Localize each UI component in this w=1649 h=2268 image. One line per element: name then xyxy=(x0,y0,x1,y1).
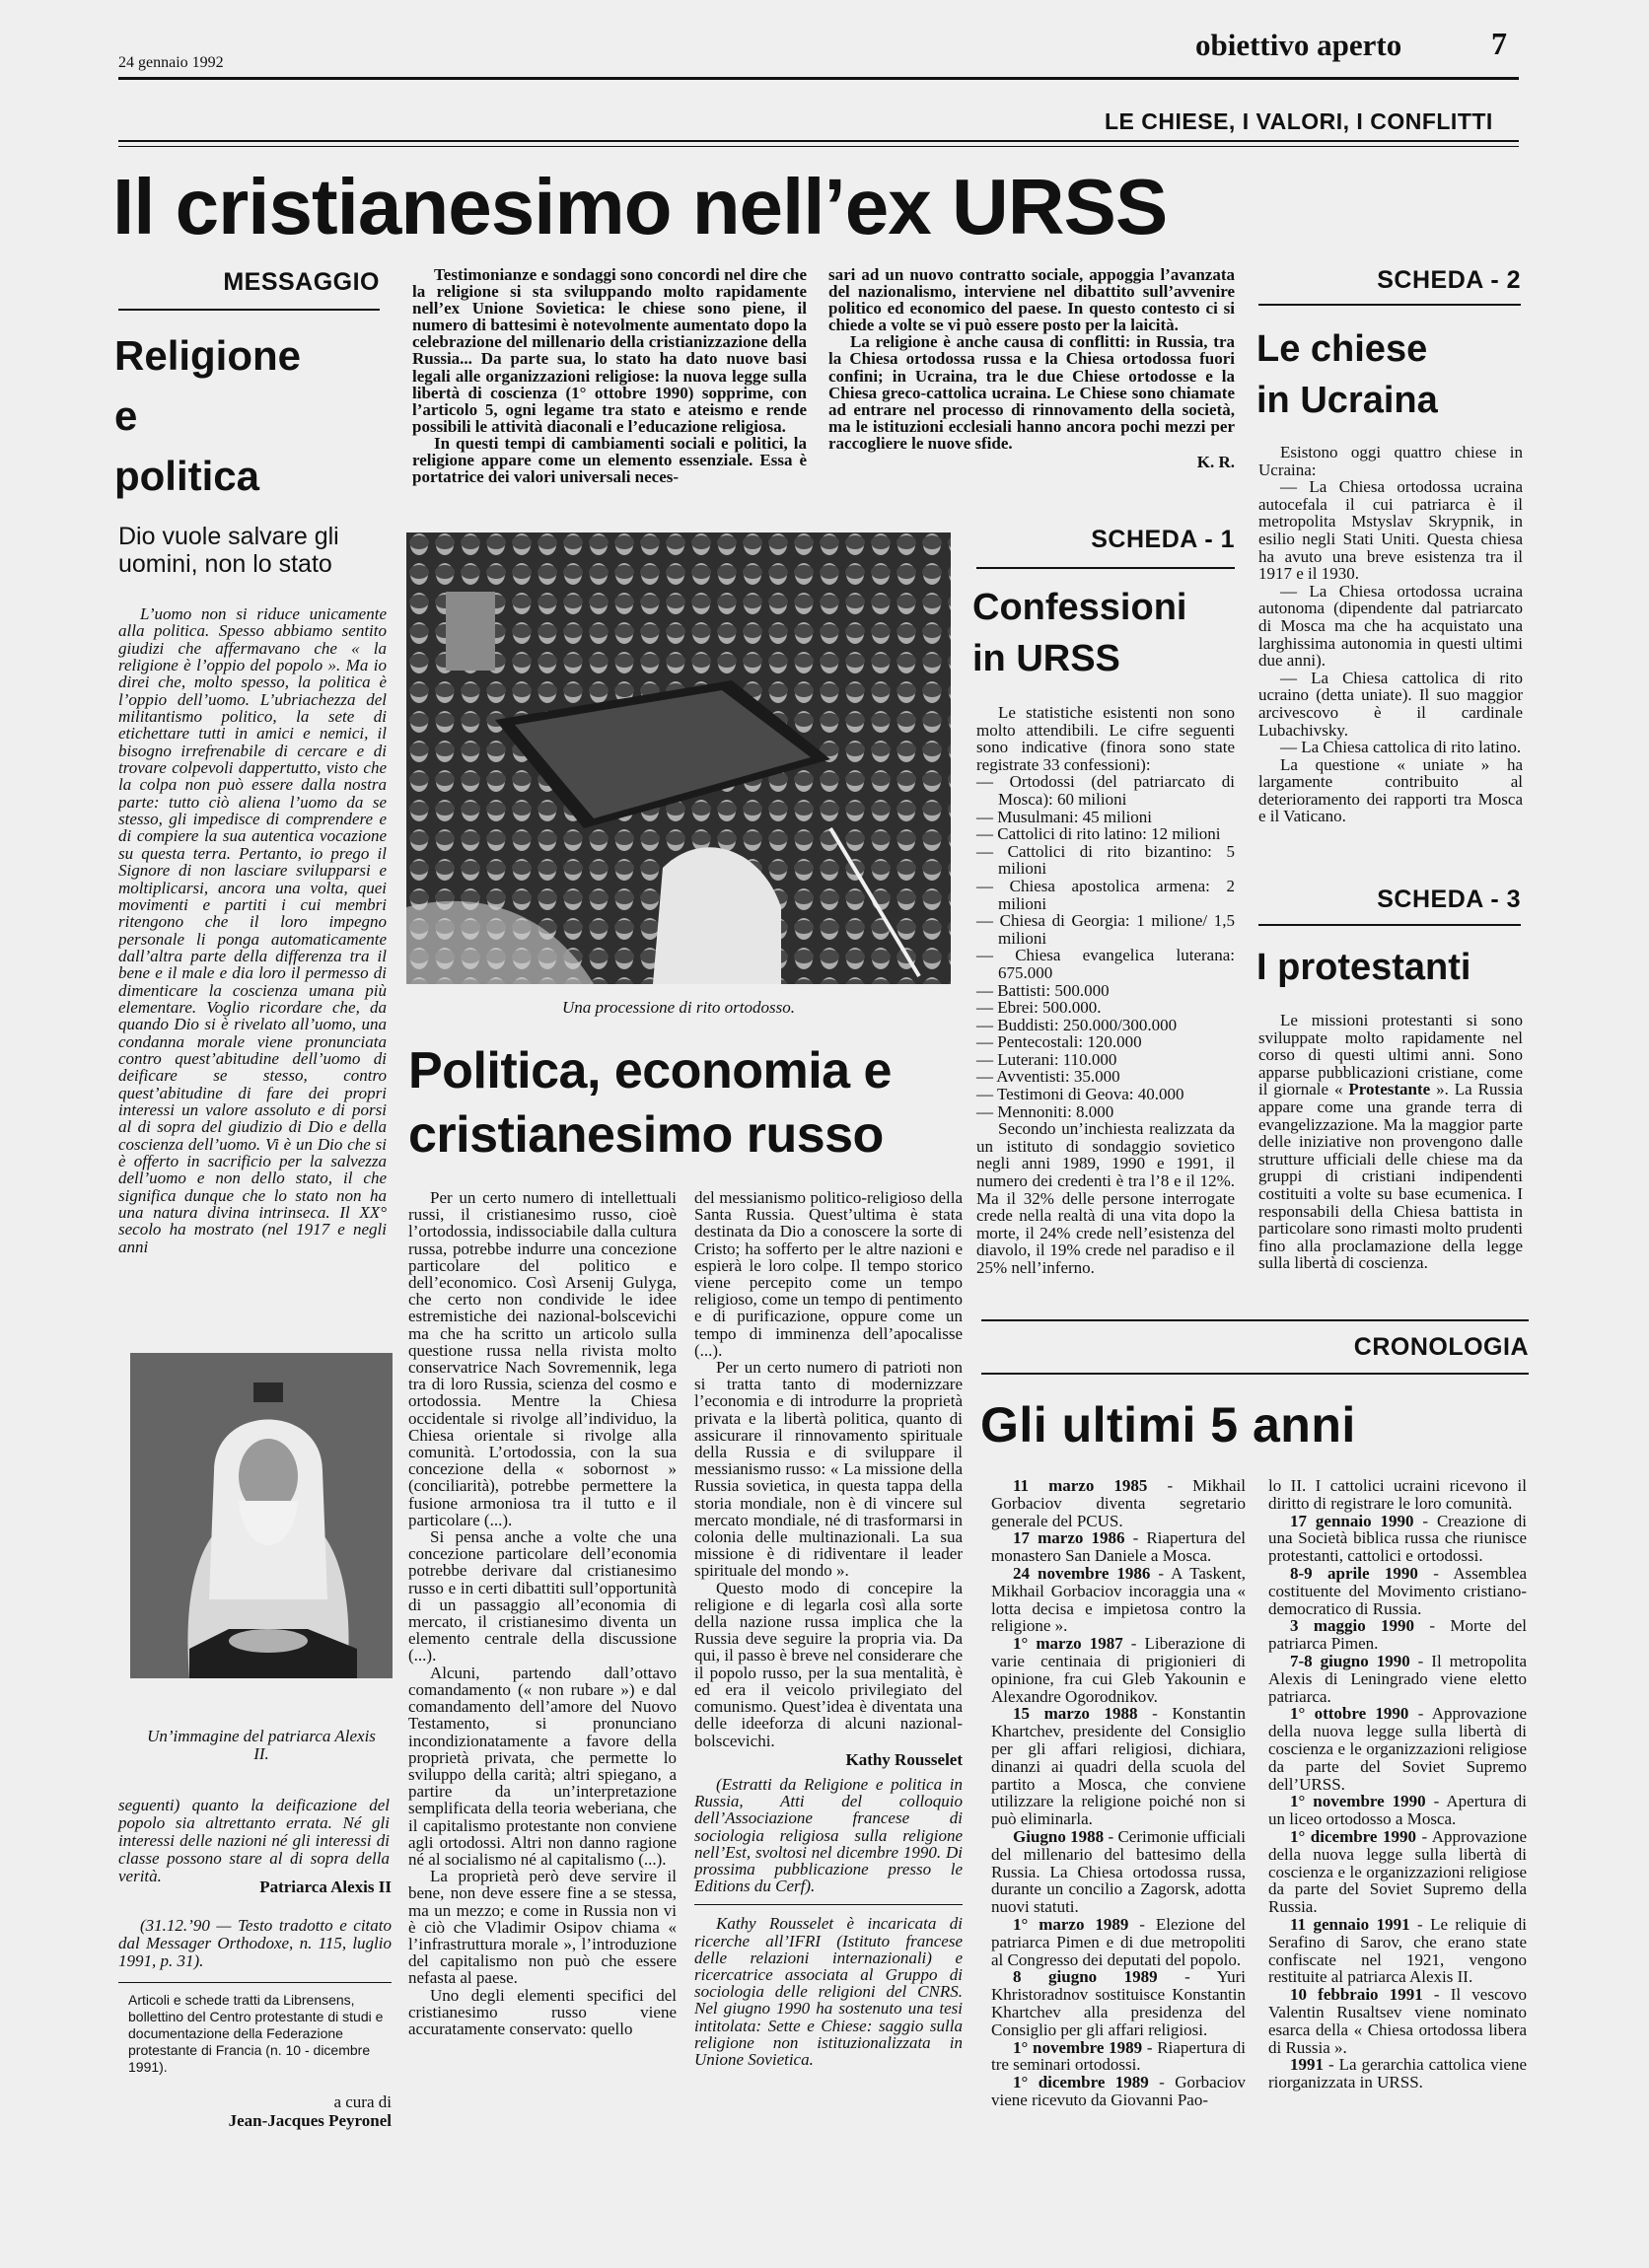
cronologia-entry xyxy=(1268,1793,1527,1828)
scheda2-body xyxy=(1258,444,1523,825)
scheda1-item: — Testimoni di Geova: 40.000 xyxy=(976,1085,1184,1104)
scheda1-item: — Luterani: 110.000 xyxy=(976,1049,1117,1069)
cronologia-date: 1° dicembre 1989 xyxy=(1013,2073,1149,2092)
messaggio-source xyxy=(118,1917,392,1970)
messaggio-text xyxy=(118,605,387,1315)
cronologia-entry xyxy=(1268,1653,1527,1705)
article-col-1 xyxy=(408,1189,677,2037)
article-col-2-p3: Questo modo di concepire la religione e di legarla così alla sorte della nazione russa implica che la Russia deve seguire la propria via. Da qui, il passo è breve nel considerare che il popolo russo, per la sua mentalità, è ed era il veicolo privilegiato del comunismo. Quest’idea è diventata una delle ideeforza di alcuni nazional-bolscevichi. xyxy=(694,1578,963,1750)
cronologia-text: - Il metropolita Alexis di Leningrado viene eletto patriarca. xyxy=(1268,1651,1528,1706)
cronologia-kicker-rule xyxy=(981,1373,1529,1375)
scheda2-outro: La questione « uniate » ha largamente contribuito al deterioramento dei rapporti tra Mosca e il Vaticano. xyxy=(1258,754,1523,826)
cronologia-text: - Creazione di una Società biblica russa che riunisce protestanti, cattolici e ortodossi. xyxy=(1268,1511,1527,1566)
cronologia-date: 1991 xyxy=(1290,2055,1324,2075)
scheda1-item: — Cattolici di rito bizantino: 5 milioni xyxy=(976,841,1235,879)
messaggio-rule xyxy=(118,309,380,311)
intro-col-2 xyxy=(828,266,1235,470)
cronologia-entry xyxy=(991,1916,1246,1968)
cronologia-date: 1° dicembre 1990 xyxy=(1290,1826,1416,1846)
article-bio: Kathy Rousselet è incaricata di ricerche all’IFRI (Istituto francese delle relazioni internazionali) e ricercatrice associata al Gruppo di sociologia delle religioni del CNRS. Nel giugno 1990 ha sostenuto una tesi intitolata: Sette e Chiese: saggio sulla religione non istituzionalizzata in Unione Sovietica. xyxy=(694,1914,963,2069)
scheda3-text-a: Le missioni protestanti si sono sviluppate molto rapidamente nel corso di questi ultimi anni. Sono apparse pubblicazioni cristiane, come il giornale « xyxy=(1258,1011,1523,1099)
scheda1-item: — Mennoniti: 8.000 xyxy=(976,1101,1114,1121)
article-col-1-p3: Alcuni, partendo dall’ottavo comandamento (« non rubare ») e dal comandamento dell’amore del Nuovo Testamento, si pronunciano incondizionatamente a favore della proprietà privata, che permette lo sviluppo della carità; altri spiegano, a partire da un’interpretazione semplificata della teoria weberiana, che il capitalismo protestante non conviene agli ortodossi. Altri non danno ragione né al socialismo né al capitalismo (...). xyxy=(408,1663,677,1869)
procession-illustration xyxy=(406,532,951,984)
messaggio-subtitle: Dio vuole salvare gli uomini, non lo stato xyxy=(118,523,339,578)
intro-initials: K. R. xyxy=(1196,453,1235,472)
cronologia-text: - Riapertura di tre seminari ortodossi. xyxy=(991,2037,1246,2075)
cronologia-date: 8-9 aprile 1990 xyxy=(1290,1563,1418,1583)
scheda1-kicker: SCHEDA - 1 xyxy=(1091,526,1235,553)
scheda1-item: — Chiesa evangelica luterana: 675.000 xyxy=(976,946,1235,982)
cronologia-col-1 xyxy=(991,1477,1246,2109)
scheda1-item: — Pentecostali: 120.000 xyxy=(976,1032,1142,1052)
subsection-rule-2 xyxy=(118,146,1519,147)
cronologia-entry xyxy=(1268,2056,1527,2091)
article-col-1-p4: La proprietà però deve servire il bene, non deve essere fine a se stessa, ma un mezzo; e come in Russia non vi è ciò che Vladimir Osipov chiama « l’infrastruttura morale », l’introduzione del capitalismo non può che essere nefasta al paese. xyxy=(408,1867,677,1988)
curator-prefix: a cura di xyxy=(333,2092,392,2111)
scheda3-kicker: SCHEDA - 3 xyxy=(1377,886,1521,913)
cronologia-date: 8 giugno 1989 xyxy=(1013,1967,1158,1987)
scheda1-item: — Musulmani: 45 milioni xyxy=(976,807,1153,826)
patriarch-illustration xyxy=(130,1353,393,1678)
scheda1-item: — Cattolici di rito latino: 12 milioni xyxy=(976,824,1221,844)
article-col-2-p2: Per un certo numero di patrioti non si tratta tanto di modernizzare l’economia e di introdurre la proprietà privata e la libertà politica, quanto di assicurare il rinnovamento spirituale della Russia e di sviluppare il messianismo russo: « La missione della Russia sovietica, in questa tappa della storia mondiale, non è di vincere sul mercato mondiale, né di trasformarsi in colonia delle multinazionali. La sua missione è di ridiventare il leader spirituale del mondo ». xyxy=(694,1358,963,1581)
cronologia-date: 17 marzo 1986 xyxy=(1013,1528,1125,1548)
intro-col-1-p1: Testimonianze e sondaggi sono concordi nel dire che la religione si sta sviluppando molto rapidamente nell’ex Unione Sovietica: le chiese sono piene, il numero di battesimi è notevolmente aumentato dopo la celebrazione del millenario della cristianizzazione della Russia... Da parte sua, lo stato ha dato nuove basi legali alle organizzazioni religiose: la nuova legge sulla libertà di coscienza (1° ottobre 1990) sopprime, con l’articolo 5, ogni legame tra stato e ateismo e rende possibili le attività diaconali e l’educazione religiosa. xyxy=(412,265,807,436)
scheda1-item: — Chiesa apostolica armena: 2 milioni xyxy=(976,876,1235,913)
cronologia-text: lo II. I cattolici ucraini ricevono il diritto di registrare le loro comunità. xyxy=(1268,1476,1527,1513)
intro-col-1 xyxy=(412,266,807,485)
cronologia-date: 1° marzo 1989 xyxy=(1013,1914,1129,1934)
cronologia-date: Giugno 1988 xyxy=(1013,1826,1105,1846)
messaggio-title xyxy=(114,325,301,506)
cronologia-entry xyxy=(991,1635,1246,1705)
cronologia-date: 11 marzo 1985 xyxy=(1013,1476,1148,1495)
subsection-rule-1 xyxy=(118,140,1519,142)
main-title: Il cristianesimo nell’ex URSS xyxy=(112,163,1168,250)
cronologia-date: 1° novembre 1990 xyxy=(1290,1792,1426,1811)
procession-caption: Una processione di rito ortodosso. xyxy=(562,998,795,1017)
scheda1-body xyxy=(976,704,1235,1277)
scheda2-item: — La Chiesa ortodossa ucraina autonoma (dipendente dal patriarcato di Mosca ma che ha acquistato una larghissima autonomia in questi ultimi due anni). xyxy=(1258,581,1523,671)
scheda3-text-b: ». La Russia appare come una grande terra di evangelizzazione. Ma la maggior parte delle iniziative non provengono dalle strutture ufficiali delle chiese ma da gruppi di cristiani indipendenti costituiti a volte su base ecumenica. I responsabili della Chiesa battista in particolare sono rimasti molto prudenti fino alla proclamazione della legge sulla libertà di coscienza. xyxy=(1258,1080,1523,1273)
messaggio-signature: Patriarca Alexis II xyxy=(259,1878,392,1896)
cronologia-text: - Assemblea costituente del Movimento cristiano-democratico di Russia. xyxy=(1268,1563,1527,1618)
scheda3-rule xyxy=(1258,924,1521,926)
article-title xyxy=(408,1039,892,1168)
issue-date: 24 gennaio 1992 xyxy=(118,54,224,71)
cronologia-text: - La gerarchia cattolica viene riorganizzata in URSS. xyxy=(1268,2055,1527,2092)
scheda1-item: — Chiesa di Georgia: 1 milione/ 1,5 milioni xyxy=(976,911,1235,948)
cronologia-entry xyxy=(991,2039,1246,2075)
article-col-1-p5: Uno degli elementi specifici del cristianesimo russo viene accuratamente conservato: quello xyxy=(408,1985,677,2038)
messaggio-kicker: MESSAGGIO xyxy=(223,268,380,296)
scheda2-item: — La Chiesa cattolica di rito latino. xyxy=(1280,738,1522,757)
scheda2-item: — La Chiesa ortodossa ucraina autocefala il cui patriarca è il metropolita Mstyslav Skrypnik, in esilio negli Stati Uniti. Questa chiesa ha avuto una breve esistenza tra il 1917 e il 1930. xyxy=(1258,477,1523,584)
cronologia-entry xyxy=(991,2074,1246,2109)
cronologia-text: - Konstantin Khartchev, presidente del Consiglio per gli affari religiosi, dichiara, dinanzi ai quadri della scuola del partito a Mosca, che conviene utilizzare la religione poiché non si può eliminarla. xyxy=(991,1704,1246,1829)
messaggio-title-line-3: politica xyxy=(114,453,260,499)
scheda1-item: — Ortodossi (del patriarcato di Mosca): 60 milioni xyxy=(976,772,1235,809)
cronologia-entry xyxy=(991,1968,1246,2038)
cronologia-entry xyxy=(1268,1705,1527,1793)
scheda1-item: — Battisti: 500.000 xyxy=(976,980,1110,1000)
cronologia-date: 1° ottobre 1990 xyxy=(1290,1704,1409,1724)
cronologia-date: 17 gennaio 1990 xyxy=(1290,1511,1414,1530)
cronologia-date: 11 gennaio 1991 xyxy=(1290,1914,1410,1934)
scheda1-outro: Secondo un’inchiesta realizzata da un istituto di sondaggio sovietico negli anni 1989, 1990 e 1991, il numero dei credenti è tra l’8 e il 12%. Ma il 32% delle persone interrogate crede nella realtà di una vita dopo la morte, il 24% crede nell’esistenza del diavolo, il 19% crede nel paradiso e il 25% nell’inferno. xyxy=(976,1119,1235,1277)
article-bio-rule xyxy=(694,1904,963,1905)
cronologia-text: - Liberazione di varie centinaia di prigionieri di opinione, fra cui Gleb Yakounin e Alexandre Ogorodnikov. xyxy=(991,1634,1246,1706)
messaggio-title-line-1: Religione xyxy=(114,332,302,379)
scheda3-body xyxy=(1258,1012,1523,1272)
cronologia-entry xyxy=(1268,1477,1527,1513)
cronologia-entry xyxy=(1268,1986,1527,2056)
article-col-1-p1: Per un certo numero di intellettuali russi, il cristianesimo russo, cioè l’ortodossia, indissociabile dalla cultura russa, potrebbe indurre una concezione particolare del politico e dell’economico. Così Arsenij Gulyga, che certo non condivide le idee estremistiche dei nazional-bolscevichi ma che ha scritto un articolo sulla questione russa nella rivista molto conservatrice Nach Sovremennik, lega tra di loro Russia, scienza del cosmo e ortodossia. Mentre la Chiesa occidentale si rivolge all’individuo, la Chiesa orientale si rivolge alla comunità. L’ortodossia, con la sua concezione della « sobornost » (conciliarità), potrebbe permettere la fusione armoniosa tra il tutto e il particolare (...). xyxy=(408,1188,677,1529)
masthead-rule xyxy=(118,77,1519,80)
scheda1-item: — Buddisti: 250.000/300.000 xyxy=(976,1015,1178,1034)
librensens-note: Articoli e schede tratti da Librensens, bollettino del Centro protestante di studi e documentazione della Federazione protestante di Francia (n. 10 - dicembre 1991). xyxy=(128,1992,384,2075)
scheda2-title xyxy=(1256,323,1438,426)
scheda2-item: — La Chiesa cattolica di rito ucraino (detta uniate). Il suo maggior arcivescovo è il cardinale Lubachivsky. xyxy=(1258,668,1523,740)
cronologia-top-rule xyxy=(981,1319,1529,1321)
cronologia-entry xyxy=(991,1828,1246,1916)
page-number: 7 xyxy=(1491,26,1507,61)
scheda1-title xyxy=(972,582,1186,684)
intro-col-1-p2: In questi tempi di cambiamenti sociali e politici, la religione appare come un elemento essenziale. Essa è portatrice dei valori universali neces- xyxy=(412,433,807,487)
scheda1-item: — Avventisti: 35.000 xyxy=(976,1067,1120,1087)
cronologia-text: - A Taskent, Mikhail Gorbaciov incoraggia una « lotta decisa e impietosa contro la religione ». xyxy=(991,1563,1246,1636)
scheda1-intro: Le statistiche esistenti non sono molto attendibili. Le cifre seguenti sono indicative (finora sono state registrate 33 confessioni): xyxy=(976,703,1235,774)
cronologia-entry xyxy=(991,1529,1246,1565)
cronologia-date: 10 febbraio 1991 xyxy=(1290,1985,1423,2005)
cronologia-text: - Approvazione della nuova legge sulla libertà di coscienza e le organizzazioni religiose da parte del Soviet Supremo della Russia. xyxy=(1268,1826,1527,1917)
article-title-line-1: Politica, economia e xyxy=(408,1042,892,1099)
cronologia-text: - Morte del patriarca Pimen. xyxy=(1268,1616,1527,1654)
messaggio-continuation xyxy=(118,1797,390,1885)
cronologia-text: - Elezione del patriarca Pimen e di due metropoliti al Congresso dei deputati del popolo. xyxy=(991,1914,1246,1969)
cronologia-entry xyxy=(991,1705,1246,1828)
cronologia-col-2 xyxy=(1268,1477,1527,2091)
cronologia-text: - Cerimonie ufficiali del millenario del battesimo della Russia. La Chiesa ortodossa russa, durante un concilio a Zagorsk, adotta nuovi statuti. xyxy=(991,1826,1247,1917)
patriarch-caption: Un’immagine del patriarca Alexis II. xyxy=(147,1727,376,1763)
cronologia-title: Gli ultimi 5 anni xyxy=(980,1397,1356,1453)
scheda2-rule xyxy=(1258,304,1521,306)
cronologia-entry xyxy=(1268,1916,1527,1986)
cronologia-date: 1° marzo 1987 xyxy=(1013,1634,1123,1654)
scheda2-title-line-1: Le chiese xyxy=(1256,328,1428,370)
article-title-line-2: cristianesimo russo xyxy=(408,1106,884,1164)
patriarch-photo xyxy=(130,1353,393,1678)
cronologia-text: - Approvazione della nuova legge sulla libertà di coscienza e le organizzazioni religiose da parte del Soviet Supremo dell’URSS. xyxy=(1268,1704,1527,1794)
scheda1-title-line-2: in URSS xyxy=(972,638,1120,679)
procession-photo xyxy=(406,532,951,984)
article-source: (Estratti da Religione e politica in Russia, Atti del colloquio dell’Associazione francese di sociologia religiosa sulla religione nell’Est, svoltosi nel dicembre 1990. Di prossima pubblicazione presso le Editions du Cerf). xyxy=(694,1774,963,1896)
scheda2-kicker: SCHEDA - 2 xyxy=(1377,266,1521,294)
cronologia-text: - Yuri Khristoradnov sostituisce Konstantin Khartchev alla presidenza del Consiglio per gli affari religiosi. xyxy=(991,1967,1246,2039)
intro-col-2-p2: La religione è anche causa di conflitti: in Russia, tra la Chiesa ortodossa russa e la Chiesa ortodossa fuori confini; in Ucraina, tra le due Chiese ortodosse e la Chiesa greco-cattolica ucraina. Le Chiese sono chiamate ad entrare nel processo di rinnovamento della società, ma le istituzioni ecclesiali hanno ancora pochi mezzi per raccogliere le nuove sfide. xyxy=(828,332,1235,453)
intro-col-2-p1: sari ad un nuovo contratto sociale, appoggia l’avanzata del nazionalismo, interviene nel dibattito sull’avvenire politico ed economico del paese. In questo contesto ci si chiede a volte se vi può essere posto per la laicità. xyxy=(828,265,1235,335)
cronologia-text: - Le reliquie di Serafino di Sarov, che erano state confiscate nel 1921, vengono restituite al patriarca Alexis II. xyxy=(1268,1914,1527,1987)
article-col-1-p2: Si pensa anche a volte che una concezione particolare dell’economia potrebbe derivare dal cristianesimo russo e in certi dibattiti sull’opportunità di un passaggio all’economia di mercato, il cristianesimo diventa un elemento centrale della discussione (...). xyxy=(408,1527,677,1666)
article-author: Kathy Rousselet xyxy=(845,1749,963,1769)
messaggio-continuation-text: seguenti) quanto la deificazione del popolo sia altrettanto errata. Né gli interessi delle nazioni né gli interessi di classe possono stare al di sopra della verità. xyxy=(118,1796,390,1885)
cronologia-text: - Riapertura del monastero San Daniele a Mosca. xyxy=(991,1528,1246,1566)
section-name: obiettivo aperto xyxy=(1195,28,1402,62)
article-col-2-p1: del messianismo politico-religioso della Santa Russia. Quest’ultima è stata destinata da Dio a conoscere la sorte di Cristo; ha sofferto per le altre nazioni e espierà le loro colpe. Il tempo storico viene percepito come un tempo religioso, come un tempo di pentimento e di purificazione, oppure come un tempo di imminenza dell’apocalisse (...). xyxy=(694,1188,963,1360)
cronologia-date: 24 novembre 1986 xyxy=(1013,1563,1151,1583)
article-col-2 xyxy=(694,1189,963,2068)
subsection-title: LE CHIESE, I VALORI, I CONFLITTI xyxy=(1105,108,1493,134)
cronologia-entry xyxy=(991,1477,1246,1529)
cronologia-date: 3 maggio 1990 xyxy=(1290,1616,1415,1636)
cronologia-text: - Gorbaciov viene ricevuto da Giovanni Pao- xyxy=(991,2073,1246,2109)
cronologia-date: 7-8 giugno 1990 xyxy=(1290,1651,1410,1670)
cronologia-entry xyxy=(1268,1617,1527,1653)
cronologia-entry xyxy=(1268,1828,1527,1916)
cronologia-date: 1° novembre 1989 xyxy=(1013,2037,1143,2057)
cronologia-text: - Apertura di un liceo ortodosso a Mosca. xyxy=(1268,1792,1528,1829)
scheda3-bold-term: Protestante xyxy=(1348,1080,1431,1099)
scheda2-intro: Esistono oggi quattro chiese in Ucraina: xyxy=(1258,443,1523,479)
messaggio-paragraph: L’uomo non si riduce unicamente alla politica. Spesso abbiamo sentito giudizi che affermavano che « la religione è l’oppio del popolo ». Ma io direi che, molto spesso, la politica è l’oppio dell’uomo. L’ubriachezza del militantismo politico, la sete di etichettare tutti in amici e nemici, il bisogno irrefrenabile di cercare e di trovare colpevoli dappertutto, visto che la colpa non può essere dalla nostra parte: tutto ciò aliena l’uomo da se stesso, gli impedisce di comprendere e di compiere la sua autentica vocazione su questa terra. Pertanto, io prego il Signore di non lasciare svilupparsi e moltiplicarsi, ancora una volta, quei movimenti e partiti i cui membri ritengono che il loro impegno personale li ponga automaticamente dall’altra parte della differenza tra il bene e il male e dia loro il permesso di dimenticare la coscienza umana più elementare. Voglio ricordare che, da quando Dio si è rivelato all’uomo, una condanna morale viene pronunciata contro quest’abitudine dell’uomo di deificare se stesso, contro quest’abitudine di fare dei propri interessi un valore assoluto e di porsi al di sopra del giudizio di Dio e della coscienza dell’uomo. Vi è un Dio che si è offerto in sacrificio per la salvezza dell’uomo e non dello stato, il che significa dunque che lo stato non ha una natura divina intrinseca. Il XX° secolo ha mostrato (nel 1917 e negli anni xyxy=(118,605,387,1256)
scheda3-text xyxy=(1258,1012,1523,1272)
cronologia-entry xyxy=(1268,1513,1527,1565)
cronologia-date: 15 marzo 1988 xyxy=(1013,1704,1138,1724)
scheda2-title-line-2: in Ucraina xyxy=(1256,380,1438,421)
cronologia-text: - Il vescovo Valentin Rusaltsev viene nominato esarca della « Chiesa ortodossa libera di Russia ». xyxy=(1268,1985,1527,2057)
cronologia-entry xyxy=(991,1565,1246,1635)
cronologia-entry xyxy=(1268,1565,1527,1617)
scheda1-item: — Ebrei: 500.000. xyxy=(976,998,1102,1018)
note-rule xyxy=(118,1982,392,1983)
messaggio-source-text: (31.12.’90 — Testo tradotto e citato dal Messager Orthodoxe, n. 115, luglio 1991, p. 31). xyxy=(118,1916,392,1970)
curator-name: Jean-Jacques Peyronel xyxy=(228,2111,392,2130)
scheda1-rule xyxy=(976,567,1235,569)
scheda3-title: I protestanti xyxy=(1256,947,1471,988)
cronologia-text: - Mikhail Gorbaciov diventa segretario generale del PCUS. xyxy=(991,1476,1246,1530)
messaggio-title-line-2: e xyxy=(114,392,138,439)
scheda1-title-line-1: Confessioni xyxy=(972,587,1187,628)
cronologia-kicker: CRONOLOGIA xyxy=(1353,1333,1529,1361)
